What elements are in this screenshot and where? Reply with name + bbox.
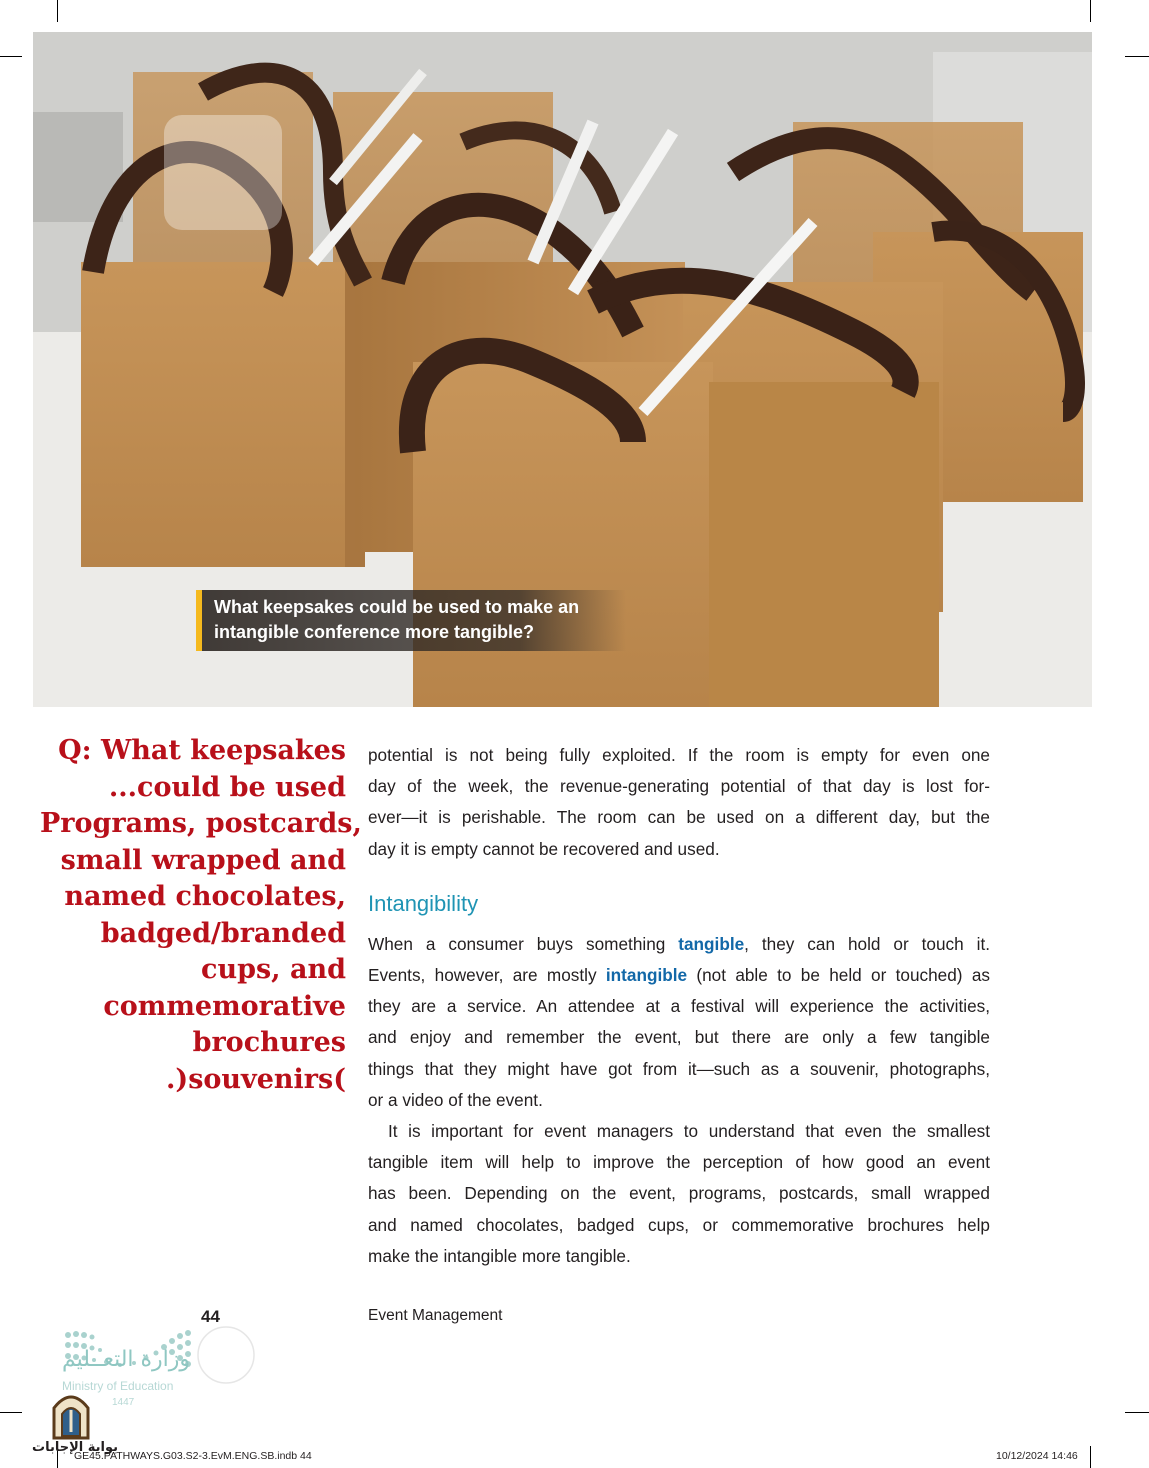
portal-logo-icon [50,1388,92,1440]
answer-line: brochures [192,1027,346,1058]
slug-file: GE45.PATHWAYS.G03.S2-3.EvM.ENG.SB.indb 44 [74,1450,312,1462]
text-line: potential is not being fully exploited. If the room is empty for even one [368,745,990,765]
text-line: things that they might have got from it—such as a souvenir, photographs, [368,1058,990,1079]
text-line: has been. Depending on the event, programs, postcards, small wrapped [368,1183,990,1204]
answer-line: Programs, postcards, [40,808,362,839]
photo-caption [196,590,626,651]
text-line: ever—it is perishable. The room can be used on a different day, but the [368,807,990,828]
text-span: When a consumer buys something [368,933,679,954]
crop-mark [0,56,22,57]
page-number: 44 [201,1307,220,1326]
watermark-logo [164,115,282,230]
answer-line: named chocolates, [64,881,346,912]
answer-line: cups, and [201,954,346,985]
answer-line: commemorative [103,990,346,1022]
ministry-year: 1447 [112,1397,135,1408]
portal-label: بوابة الإجابات [32,1440,118,1455]
text-line: and enjoy and remember the event, but there are only a few tangible [368,1027,990,1048]
answer-annotation [40,733,362,1098]
text-line [368,929,990,960]
text-line: It is important for event managers to understand that even the smallest [388,1121,990,1142]
body-text [368,740,990,1272]
slug-date: 10/12/2024 14:46 [996,1450,1078,1462]
text-span: (not able to be held or touched) as [687,965,990,986]
answer-line: badged/branded [100,917,346,949]
keyword-tangible: tangible [678,933,745,954]
answer-line: ...could be used [108,771,346,803]
caption-line-2: intangible conference more tangible? [214,622,535,642]
text-line: and named chocolates, badged cups, or commemorative brochures help [368,1214,990,1235]
text-span: Events, however, are mostly [368,965,606,986]
text-line: make the intangible more tangible. [368,1245,631,1266]
answer-line: Q: What keepsakes [58,735,346,766]
ministry-name-arabic: وزارة التعــليم [62,1347,191,1372]
crop-mark [57,0,58,22]
section-heading: Intangibility [368,890,479,916]
crop-mark [1125,1412,1149,1413]
crop-mark [1090,1446,1091,1468]
text-line: they are a service. An attendee at a festival will experience the activities, [368,996,990,1017]
crop-mark [1090,0,1091,22]
crop-mark [0,1412,22,1413]
text-span: , they can hold or touch it. [744,933,990,954]
text-line: day of the week, the revenue-generating potential of that day is lost for- [368,776,990,797]
keyword-intangible: intangible [605,965,688,986]
book-title: Event Management [368,1307,503,1324]
caption-line-1: What keepsakes could be used to make an [214,597,580,617]
crop-mark [1125,56,1149,57]
ministry-name-english: Ministry of Education [62,1379,174,1393]
answer-line: small wrapped and [60,844,346,876]
text-line: tangible item will help to improve the perception of how good an event [368,1152,990,1173]
answer-line: .)souvenirs( [166,1063,346,1095]
text-line [368,960,990,991]
text-line: or a video of the event. [368,1089,543,1110]
text-line: day it is empty cannot be recovered and used. [368,838,720,859]
